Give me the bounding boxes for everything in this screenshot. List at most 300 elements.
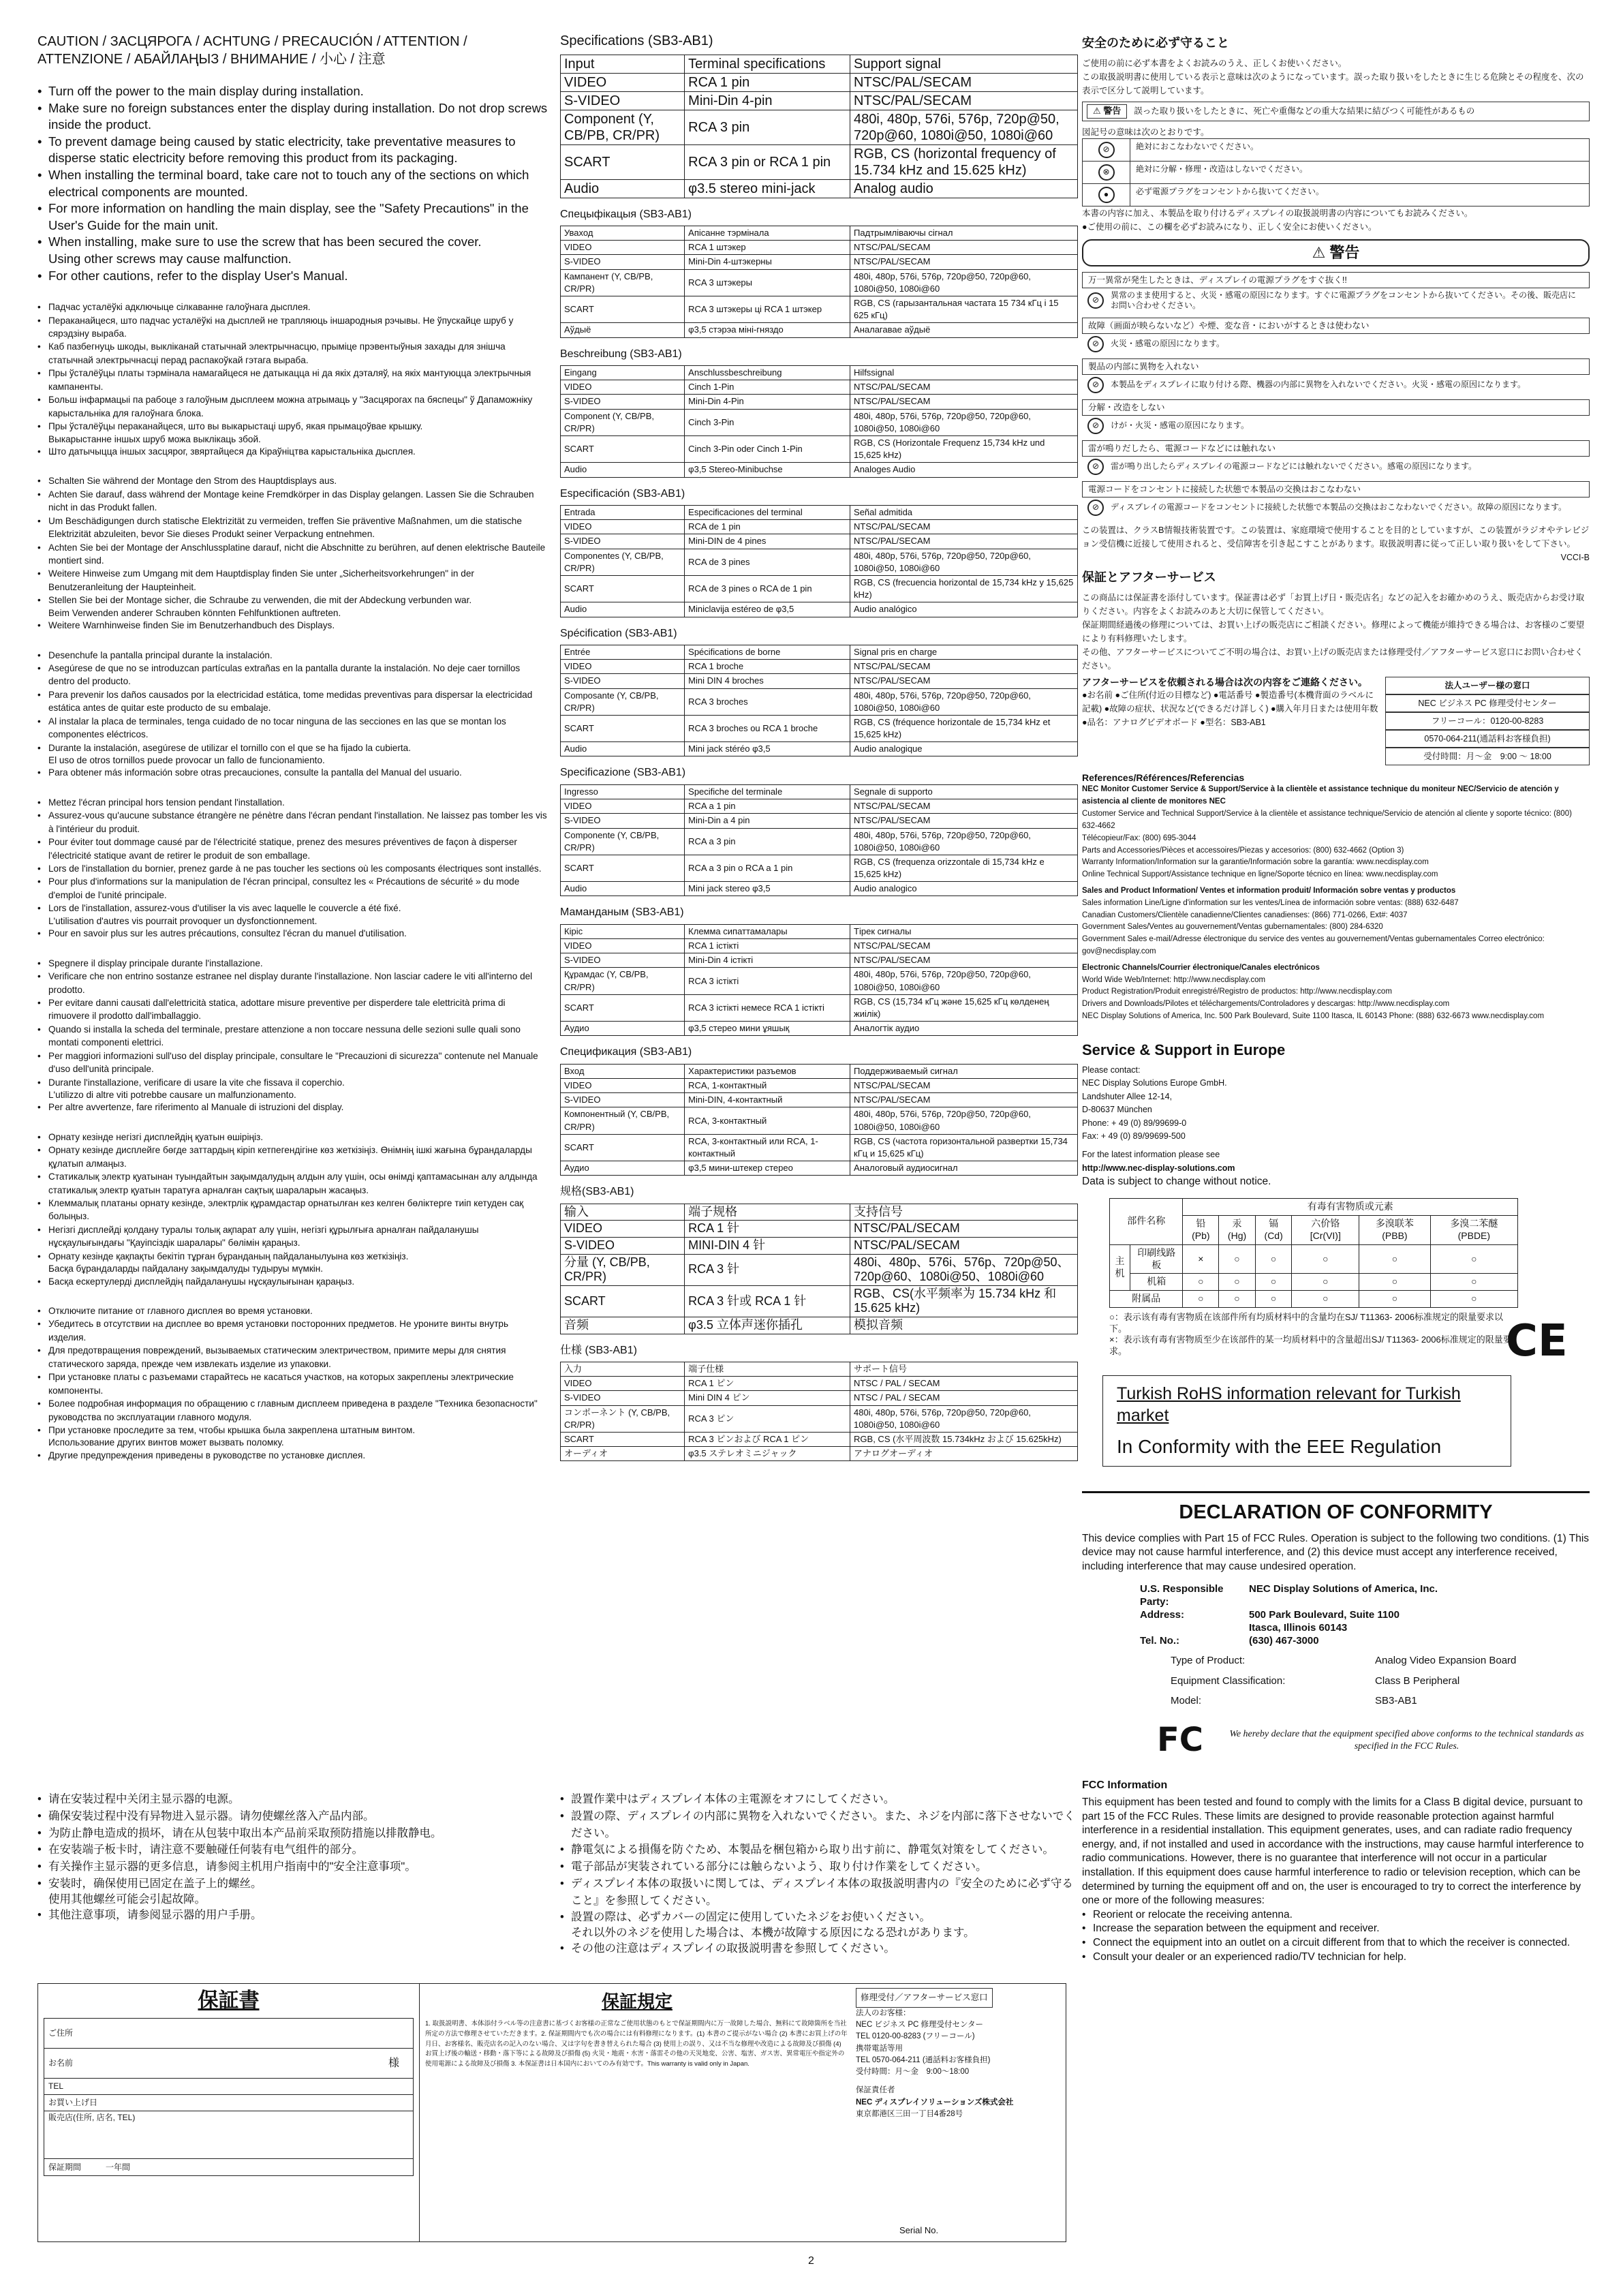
table-row (561, 73, 1078, 91)
table-row (561, 799, 1078, 814)
table-cell: Segnale di supporto (850, 784, 1078, 799)
table-row (561, 575, 1078, 602)
table-row (561, 715, 1078, 741)
table-cell: Аўдыё (561, 323, 685, 337)
list-item: • Consult your dealer or an experienced radio/TV technician for help. (1082, 1950, 1590, 1965)
ce-mark-icon: CE (1506, 1316, 1568, 1366)
table-row (561, 179, 1078, 198)
table-row (561, 1238, 1078, 1255)
prohibited-icon: ⊘ (1087, 459, 1104, 475)
list-item: • Assurez-vous qu'aucune substance étrangère ne pénètre dans l'écran pendant l'installation. Ne laissez pas tomber les vis à l'intérieur du produit. (37, 809, 548, 836)
table-row (561, 463, 1078, 477)
list-item: • Al instalar la placa de terminales, tenga cuidado de no tocar ninguna de las secciones en las que se montan los componentes eléctricos. (37, 715, 548, 741)
hazard-row-name: 附属品 (1110, 1291, 1183, 1308)
table-cell: SCART (561, 435, 685, 462)
table-cell: Hilfssignal (850, 366, 1078, 380)
warranty-rules-title: 保証規定 (601, 1991, 673, 2012)
list-item: • Para obtener más información sobre otras precauciones, consulte la pantalla del Manual del usuario. (37, 766, 548, 779)
table-cell: SCART (561, 994, 685, 1021)
warranty-line: TEL 0570-064-211 (通話料お客様負担) (856, 2055, 991, 2064)
electronic-line: Product Registration/Produit enregistré/Registro de productos: http://www.necdisplay.com (1082, 988, 1392, 996)
table-cell: Апісанне тэрмінала (685, 226, 850, 241)
fcc-information (1082, 1779, 1590, 1964)
list-item: • При установке проследите за тем, чтобы крышка была закреплена штатным винтом. (37, 1424, 548, 1437)
table-cell: RCA 3 істікті немесе RCA 1 істікті (685, 994, 850, 1021)
list-item: • Stellen Sie bei der Montage sicher, die Schraube zu verwenden, die mit der Abdeckung verbunden war. (37, 594, 548, 607)
table-cell: 480i、480p、576i、576p、720p@50、720p@60、1080i@50、1080i@60 (850, 1254, 1078, 1285)
table-cell: VIDEO (561, 1221, 685, 1238)
table-cell: RCA de 3 pines (685, 549, 850, 575)
table-cell: φ3.5 stereo mini-jack (685, 179, 850, 198)
references-subtitle: NEC Monitor Customer Service & Support/Service à la clientèle et assistance technique du moniteur NEC/Servicio de atención y asistencia al cliente de monitores NEC (1082, 785, 1559, 806)
jp-warning-text: ディスプレイの電源コードをコンセントに接続した状態で本製品の交換はおこなわないでください。故障の原因になります。 (1111, 502, 1567, 512)
prohibited-icon: ⊘ (1087, 500, 1104, 516)
spec-table-kazakh (560, 924, 1078, 1037)
table-cell: S-VIDEO (561, 1238, 685, 1255)
table-cell: Клемма сипаттамалары (685, 924, 850, 938)
hazard-cell: ○ (1255, 1274, 1292, 1291)
warranty-label: ご住所 (48, 2028, 74, 2038)
warranty-line: NEC ビジネス PC 修理受付センター (856, 2021, 984, 2029)
table-cell: S-VIDEO (561, 953, 685, 968)
warranty-line: TEL 0120-00-8283 (フリーコール) (856, 2032, 975, 2041)
table-row (561, 1391, 1078, 1405)
hazard-note: ○：表示该有毒有害物质在该部件所有均质材料中的含量均在SJ/ T11363- 2006标准规定的限量要求以下。 (1109, 1312, 1503, 1334)
table-row (561, 395, 1078, 409)
caution-spanish (37, 649, 548, 780)
table-cell: RCA a 1 pin (685, 799, 850, 814)
spec-title-belarusian: Спецыфікацыя (SB3-AB1) (560, 208, 692, 220)
list-item: • При установке платы с разъемами старайтесь не касаться участков, на которых закреплены электрические компоненты. (37, 1371, 548, 1397)
hazard-cell: ○ (1430, 1274, 1517, 1291)
warning-banner: ⚠ 警告 (1082, 239, 1590, 266)
specifications-column (560, 33, 1078, 1461)
reference-line: Parts and Accessories/Pièces et accessoires/Piezas y accesorios: (800) 632-4662 (Option 3) (1082, 846, 1404, 855)
list-item: • Негізгі дисплейді қолдану туралы толық ақпарат алу үшін, негізгі құрылғыға арналған пайдаланушы нұсқаулығындағы "Қауіпсіздік шаралары" бөлімін қараңыз. (37, 1223, 548, 1250)
table-cell: Componentes (Y, CB/PB, CR/PR) (561, 549, 685, 575)
table-cell: オーディオ (561, 1447, 685, 1461)
sales-title: Sales and Product Information/ Ventes et information produit/ Información sobre ventas y productos (1082, 886, 1456, 895)
warranty-line: 保証責任者 (856, 2086, 895, 2095)
table-cell: Характеристики разъемов (685, 1064, 850, 1078)
list-item: • 設置の際、ディスプレイの内部に異物を入れないでください。また、ネジを内部に落下させないでください。 (560, 1808, 1078, 1842)
hazard-col: 镉 (Cd) (1255, 1215, 1292, 1244)
list-item: • Schalten Sie während der Montage den Strom des Hauptdisplays aus. (37, 474, 548, 487)
table-cell: VIDEO (561, 1079, 685, 1093)
list-item: • When installing the terminal board, take care not to touch any of the sections on which electrical components are mounted. (37, 167, 548, 200)
vcci-code: VCCI-B (1560, 552, 1590, 562)
table-cell: S-VIDEO (561, 1391, 685, 1405)
jp-service-title: 保証とアフターサービス (1082, 570, 1216, 584)
list-item: • Spegnere il display principale durante l'installazione. (37, 957, 548, 970)
warranty-line: 受付時間：月〜金 9:00〜18:00 (856, 2068, 970, 2076)
table-cell: φ3.5 ステレオミニジャック (685, 1447, 850, 1461)
table-header-row (561, 645, 1078, 659)
table-cell: Аналогтік аудио (850, 1022, 1078, 1036)
symbol-text: 絶対におこなわないでください。 (1136, 141, 1259, 151)
spec-table-french (560, 645, 1078, 757)
table-row (561, 688, 1078, 715)
tel-value: (630) 467-3000 (1249, 1635, 1319, 1647)
spec-title-chinese: 规格(SB3-AB1) (560, 1186, 634, 1198)
jp-safety-intro: ご使用の前に必ず本書をよくお読みのうえ、正しくお使いください。 (1082, 59, 1347, 69)
symbol-row (1082, 183, 1590, 206)
spec-title-german: Beschreibung (SB3-AB1) (560, 348, 682, 360)
table-row (561, 1134, 1078, 1161)
spec-title-spanish: Especificación (SB3-AB1) (560, 487, 685, 500)
europe-latest: For the latest information please see (1082, 1150, 1220, 1160)
table-cell: コンポーネント (Y, CB/PB, CR/PR) (561, 1405, 685, 1432)
list-item: • Durante l'installazione, verificare di usare la vite che fissava il coperchio. (37, 1076, 548, 1089)
service-center-box (1385, 677, 1590, 765)
table-cell: RCA 3 ピンおよび RCA 1 ピン (685, 1433, 850, 1447)
table-cell: 480i, 480p, 576i, 576p, 720p@50, 720p@60, 1080i@50, 1080i@60 (850, 688, 1078, 715)
jp-service-item: この商品には保証書を添付しています。保証書は必ず「お買上げ日・販売店名」などの記入をお確かめのうえ、販売店からお受け取りください。内容をよくお読みのあと大切に保管してください。 (1082, 592, 1585, 616)
reference-line: Warranty Information/Information sur la garantie/Información sobre la garantía: www.necdisplay.com (1082, 858, 1429, 867)
nec-address: NEC Display Solutions of America, Inc. 500 Park Boulevard, Suite 1100 Itasca, IL 60143 Phone: (888) 632-6673 www.necdisplay.com (1082, 1012, 1545, 1021)
table-cell: 端子规格 (685, 1204, 850, 1221)
table-cell: Уваход (561, 226, 685, 241)
table-row (561, 882, 1078, 896)
table-cell: Audio (561, 602, 685, 617)
list-item: • 为防止静电造成的损坏，请在从包装中取出本产品前采取预防措施以排散静电。 (37, 1825, 548, 1842)
warranty-label: 販売店(住所, 店名, TEL) (48, 2113, 136, 2123)
list-item: • Отключите питание от главного дисплея во время установки. (37, 1304, 548, 1317)
list-item: • 電子部品が実装されている部分には触らないよう、取り付け作業をしてください。 (560, 1858, 1078, 1876)
table-cell: 480i, 480p, 576i, 576p, 720p@50, 720p@60, 1080i@50, 1080i@60 (850, 1107, 1078, 1134)
list-item: • 确保安装过程中没有异物进入显示器。请勿使螺丝落入产品内部。 (37, 1808, 548, 1825)
table-cell: Especificaciones del terminal (685, 506, 850, 520)
spec-table-chinese (560, 1204, 1078, 1334)
table-cell: Mini-DIN, 4-контактный (685, 1093, 850, 1107)
table-cell: Audio analógico (850, 602, 1078, 617)
table-cell: NTSC/PAL/SECAM (850, 799, 1078, 814)
table-row (561, 814, 1078, 828)
table-cell: RCA 3 істікті (685, 968, 850, 994)
list-item: • Пры ўсталёўцы платы тэрмінала намагайцеся не датыкацца ні да якіх дэталяў, на якіх мантуюцца электрычныя кампаненты. (37, 367, 548, 393)
jp-warning-item (1082, 288, 1590, 313)
table-row (561, 1254, 1078, 1285)
table-cell: Mini-DIN de 4 pines (685, 534, 850, 549)
table-row (561, 1161, 1078, 1176)
jp-service-item: その他、アフターサービスについてご不明の場合は、お買い上げの販売店または修理受付／アフターサービス窓口にお問い合わせください。 (1082, 647, 1583, 671)
hazard-side: 主机 (1110, 1244, 1130, 1291)
rohs-line: In Conformity with the EEE Regulation (1117, 1435, 1442, 1457)
table-header-row (561, 226, 1078, 241)
spec-table-english (560, 55, 1078, 198)
table-cell: 分量 (Y, CB/PB, CR/PR) (561, 1254, 685, 1285)
table-cell: Вход (561, 1064, 685, 1078)
table-cell: Cinch 3-Pin (685, 409, 850, 435)
tel-label: Tel. No.: (1140, 1635, 1180, 1647)
list-item: • Para prevenir los daños causados por la electricidad estática, tome medidas preventivas para dispersar la electricidad estática antes de quitar este producto de su embalaje. (37, 688, 548, 715)
europe-line: NEC Display Solutions Europe GmbH. (1082, 1078, 1227, 1088)
list-item: • 在安装端子板卡时，请注意不要触碰任何装有电气组件的部分。 (37, 1841, 548, 1858)
list-item: • Клеммалық платаны орнату кезінде, электрлік құрамдастар орнатылған кез келген бөліктерге тиіп кетуден сақ болыңыз. (37, 1197, 548, 1223)
list-item: • Pour en savoir plus sur les autres précautions, consultez l'écran du manuel d'utilisation. (37, 927, 548, 940)
table-cell: NTSC / PAL / SECAM (850, 1377, 1078, 1391)
warranty-label: お買い上げ日 (48, 2098, 98, 2108)
list-item: • Mettez l'écran principal hors tension pendant l'installation. (37, 796, 548, 809)
table-cell: Поддерживаемый сигнал (850, 1064, 1078, 1078)
symbol-text: 絶対に分解・修理・改造はしないでください。 (1136, 164, 1308, 174)
europe-url[interactable]: http://www.nec-display-solutions.com (1082, 1163, 1235, 1173)
table-cell: NTSC/PAL/SECAM (850, 255, 1078, 269)
table-header-row (561, 924, 1078, 938)
table-cell: Señal admitida (850, 506, 1078, 520)
table-row (561, 1433, 1078, 1447)
table-cell: Spécifications de borne (685, 645, 850, 659)
table-cell: 音频 (561, 1317, 685, 1334)
product-row: Equipment Classification: Class B Peripheral (1171, 1674, 1460, 1687)
table-header-row (561, 1064, 1078, 1078)
hazard-cell: ○ (1430, 1244, 1517, 1274)
caution-german (37, 474, 548, 632)
table-row (561, 1377, 1078, 1391)
table-cell: S-VIDEO (561, 91, 685, 110)
warranty-line: 法人のお客様： (856, 2008, 911, 2017)
jp-safety-intro: この取扱説明書に使用している表示と意味は次のようになっています。誤った取り扱いをしたときに生じる危険とその程度を、次の表示で区分して説明しています。 (1082, 72, 1584, 96)
table-cell: 支持信号 (850, 1204, 1078, 1221)
hazard-col: 多溴联苯 (PBB) (1359, 1215, 1431, 1244)
hazard-col: 汞 (Hg) (1219, 1215, 1256, 1244)
table-cell: 输入 (561, 1204, 685, 1221)
table-row (561, 144, 1078, 179)
table-cell: VIDEO (561, 799, 685, 814)
europe-title: Service & Support in Europe (1082, 1041, 1286, 1058)
list-item: • Um Beschädigungen durch statische Elektrizität zu vermeiden, treffen Sie präventive Maßnahmen, um die statische Elektrizität abzuleiten, bevor Sie dieses Produkt seiner Verpackung entnehmen. (37, 515, 548, 541)
caution-note: 使用其他螺丝可能会引起故障。 (48, 1893, 206, 1905)
table-cell: Audio analogique (850, 742, 1078, 756)
table-cell: 480i, 480p, 576i, 576p, 720p@50, 720p@60, 1080i@50, 1080i@60 (850, 1405, 1078, 1432)
symbol-row (1082, 138, 1590, 162)
warning-legend (1082, 102, 1590, 121)
jp-service-item: 保証期間経過後の修理については、お買い上げの販売店にご相談ください。修理によって機能が維持できる場合は、お客様のご要望により有料修理いたします。 (1082, 619, 1585, 643)
table-cell: Mini-Din 4 істікті (685, 953, 850, 968)
table-cell: RCA 1 pin (685, 73, 850, 91)
fcc-info-title: FCC Information (1082, 1779, 1168, 1792)
table-cell: 480i, 480p, 576i, 576p, 720p@50, 720p@60, 1080i@50, 1080i@60 (850, 828, 1078, 855)
europe-line: Fax: + 49 (0) 89/99699-500 (1082, 1131, 1186, 1141)
center-hours: 受付時間：月〜金 9:00 〜 18:00 (1385, 748, 1590, 765)
table-cell: Компонентный (Y, CB/PB, CR/PR) (561, 1107, 685, 1134)
caution-russian (37, 1304, 548, 1462)
table-cell: S-VIDEO (561, 1093, 685, 1107)
hazard-cell: ○ (1183, 1291, 1219, 1308)
hazard-cell: ○ (1292, 1274, 1359, 1291)
jp-service-request (1082, 677, 1590, 765)
table-cell: φ3,5 стерео мини ұяшық (685, 1022, 850, 1036)
table-cell: NTSC/PAL/SECAM (850, 953, 1078, 968)
table-cell: 480i, 480p, 576i, 576p, 720p@50, 720p@60, 1080i@50, 1080i@60 (850, 968, 1078, 994)
list-item: • ディスプレイ本体の取扱いに関しては、ディスプレイ本体の取扱説明書内の『安全のために必ず守ること』を参照してください。 (560, 1876, 1078, 1910)
caution-note: Выкарыстанне іншых шруб можа выклікаць збой. (48, 433, 261, 444)
list-item: • Desenchufe la pantalla principal durante la instalación. (37, 649, 548, 662)
europe-line: Please contact: (1082, 1065, 1141, 1075)
table-cell: RCA a 3 pin (685, 828, 850, 855)
prohibited-icon: ⊘ (1087, 292, 1104, 309)
jp-warning-item (1082, 416, 1590, 436)
list-item: • 有关操作主显示器的更多信息，请参阅主机用户指南中的"安全注意事项"。 (37, 1858, 548, 1876)
reference-line: Customer Service and Technical Support/Service à la clientèle et assistance technique/Servicio de atención al cliente y soporte técnico: (800) 632-4662 (1082, 810, 1572, 830)
table-cell: RGB, CS (frecuencia horizontal de 15,734 kHz y 15,625 kHz) (850, 575, 1078, 602)
table-cell: SCART (561, 296, 685, 323)
table-cell: NTSC/PAL/SECAM (850, 73, 1078, 91)
hazard-cell: ○ (1183, 1274, 1219, 1291)
table-cell: Signal pris en charge (850, 645, 1078, 659)
table-cell: φ3,5 стэрэа міні-гняздо (685, 323, 850, 337)
hazard-cell: ○ (1430, 1291, 1517, 1308)
list-item: • Weitere Warnhinweise finden Sie im Benutzerhandbuch des Displays. (37, 619, 548, 632)
jp-warning-sections (1082, 272, 1590, 518)
warranty-form (38, 1984, 420, 2241)
serial-number-label: Serial No. (899, 2225, 939, 2235)
table-cell: RGB, CS (fréquence horizontale de 15,734 kHz et 15,625 kHz) (850, 715, 1078, 741)
table-cell: NTSC/PAL/SECAM (850, 241, 1078, 255)
table-cell: RCA de 1 pin (685, 520, 850, 534)
spec-title-french: Spécification (SB3-AB1) (560, 627, 677, 639)
table-cell: VIDEO (561, 73, 685, 91)
table-cell: RCA 3 штэкеры ці RCA 1 штэкер (685, 296, 850, 323)
list-item: • 設置作業中はディスプレイ本体の主電源をオフにしてください。 (560, 1791, 1078, 1808)
list-item: • 其他注意事项，请参阅显示器的用户手册。 (37, 1907, 548, 1924)
spec-table-russian (560, 1064, 1078, 1176)
hazard-col: 多溴二苯醚 (PBDE) (1430, 1215, 1517, 1244)
hazard-cell: ○ (1359, 1274, 1431, 1291)
caution-japanese (560, 1791, 1078, 1957)
warranty-service (856, 1988, 1060, 2237)
table-cell: アナログオーディオ (850, 1447, 1078, 1461)
jp-warning-heading: 製品の内部に異物を入れない (1082, 358, 1590, 375)
table-cell: NTSC/PAL/SECAM (850, 1221, 1078, 1238)
symbols-note: 本書の内容に加え、本製品を取り付けるディスプレイの取扱説明書の内容についてもお読みください。 (1082, 208, 1473, 218)
table-header-row (561, 1362, 1078, 1377)
fcc-declaration-text: We hereby declare that the equipment specified above conforms to the technical standards as specified in the FCC Rules. (1229, 1728, 1584, 1751)
address-line: Itasca, Illinois 60143 (1249, 1622, 1348, 1634)
hazard-cell: ○ (1359, 1291, 1431, 1308)
table-row (561, 1447, 1078, 1461)
table-row (561, 660, 1078, 674)
table-cell: φ3.5 立体声迷你插孔 (685, 1317, 850, 1334)
table-cell: S-VIDEO (561, 255, 685, 269)
turkish-rohs-box (1102, 1375, 1511, 1467)
table-header-row (561, 506, 1078, 520)
table-row (561, 435, 1078, 462)
europe-line: Phone: + 49 (0) 89/99699-0 (1082, 1118, 1187, 1128)
table-cell: SCART (561, 1285, 685, 1317)
list-item: • Статикалық электр қуатынан туындайтын зақымдалудың алдын алу үшін, осы өнімді қаптамасынан алу алдында статикалық электр қуатын таратуға арналған сақтық шараларын жасаңыз. (37, 1170, 548, 1197)
table-cell: RCA 1 істікті (685, 939, 850, 953)
list-item: • Што датычыцца іншых засцярог, звяртайцеся да Кіраўніцтва карыстальніка дысплея. (37, 445, 548, 458)
honorific: 様 (388, 2057, 399, 2069)
sales-line: Canadian Customers/Clientèle canadienne/Clientes canadienses: (866) 771-0266, Ext#: 4037 (1082, 910, 1408, 919)
list-item: • Per evitare danni causati dall'elettricità statica, adottare misure preventive per disperdere tale elettricità prima di rimuovere il prodotto dall'imballaggio. (37, 996, 548, 1023)
jp-warning-text: 本製品をディスプレイに取り付ける際、機器の内部に異物を入れないでください。火災・感電の原因になります。 (1111, 379, 1526, 389)
table-cell: RCA 3 broches (685, 688, 850, 715)
list-item: • 静電気による損傷を防ぐため、本製品を梱包箱から取り出す前に、静電気対策をしてください。 (560, 1841, 1078, 1858)
hazard-cell: ○ (1359, 1244, 1431, 1274)
list-item: • Орнату кезінде қақпақты бекітіп тұрған бұранданың пайдаланылуына көз жеткізіңіз. (37, 1250, 548, 1263)
table-row (561, 1221, 1078, 1238)
center-title: 法人ユーザー様の窓口 (1385, 677, 1590, 694)
fcc-logo-icon: FC (1157, 1721, 1204, 1759)
table-cell: Audio (561, 742, 685, 756)
table-cell: Entrada (561, 506, 685, 520)
table-cell: SCART (561, 144, 685, 179)
list-item: • Achten Sie darauf, dass während der Montage keine Fremdkörper in das Display gelangen. Lassen Sie die Schrauben nicht in das Produkt fallen. (37, 488, 548, 515)
table-cell: VIDEO (561, 939, 685, 953)
hazard-table (1109, 1198, 1518, 1308)
hazard-note: ×：表示该有毒有害物质至少在该部件的某一均质材料中的含量超出SJ/ T11363- 2006标准规定的限量要求。 (1109, 1334, 1512, 1357)
hazard-cell: ○ (1255, 1244, 1292, 1274)
table-cell: NTSC/PAL/SECAM (850, 1093, 1078, 1107)
table-row (561, 1093, 1078, 1107)
table-cell: Mini-Din a 4 pin (685, 814, 850, 828)
table-cell: Cinch 1-Pin (685, 380, 850, 395)
table-cell: RGB、CS(水平频率为 15.734 kHz 和 15.625 kHz) (850, 1285, 1078, 1317)
table-row (561, 1405, 1078, 1432)
table-cell: NTSC/PAL/SECAM (850, 520, 1078, 534)
table-header-row (561, 55, 1078, 73)
list-item: • 安装时，确保使用已固定在盖子上的螺丝。 (37, 1876, 548, 1893)
caution-note: Using other screws may cause malfunction. (48, 251, 292, 266)
table-cell: VIDEO (561, 241, 685, 255)
center-name: NEC ビジネス PC 修理受付センター (1385, 694, 1590, 712)
table-cell: S-VIDEO (561, 395, 685, 409)
list-item: • Reorient or relocate the receiving antenna. (1082, 1908, 1590, 1923)
table-cell: NTSC/PAL/SECAM (850, 660, 1078, 674)
table-cell: Terminal specifications (685, 55, 850, 73)
list-item: • To prevent damage being caused by static electricity, take preventative measures to disperse static electricity before removing this product from its packaging. (37, 134, 548, 167)
data-subject-notice: Data is subject to change without notice. (1082, 1176, 1271, 1188)
caution-note: それ以外のネジを使用した場合は、本機が故障する原因になる恐れがあります。 (571, 1927, 975, 1939)
table-cell: Mini-Din 4-Pin (685, 395, 850, 409)
table-cell: RGB, CS (15,734 кГц және 15,625 кГц көлденең жиілік) (850, 994, 1078, 1021)
table-row (561, 91, 1078, 110)
europe-line: Landshuter Allee 12-14, (1082, 1091, 1173, 1101)
table-cell: SCART (561, 1433, 685, 1447)
table-cell: 480i, 480p, 576i, 576p, 720p@50, 720p@60, 1080i@50, 1080i@60 (850, 549, 1078, 575)
warranty-label: 保証期間 (48, 2162, 82, 2172)
list-item: • Pour éviter tout dommage causé par de l'électricité statique, prenez des mesures préventives de façon à disperser l'électricité statique avant de retirer le produit de son emballage. (37, 836, 548, 862)
table-cell: SCART (561, 1134, 685, 1161)
symbols-intro: 図記号の意味は次のとおりです。 (1082, 127, 1209, 137)
warranty-grid (44, 2018, 414, 2176)
fcc-info-text: This equipment has been tested and found to comply with the limits for a Class B digital device, pursuant to part 15 of the FCC Rules. These limits are designed to provide reasonable protection against harmful interference in a residential installation. This equipment generates, uses, and can radiate radio frequency energy, and, if not installed and used in accordance with the instructions, may cause harmful interference to radio communications. However, there is no guarantee that interference will not occur in a particular installation. If this equipment does cause harmful interference to radio or television reception, which can be determined by turning the equipment off and on, the user is encouraged to try to correct the interference by one or more of the following measures: (1082, 1796, 1584, 1907)
page-number: 2 (808, 2255, 814, 2267)
hazard-cell: ○ (1292, 1244, 1359, 1274)
table-cell: Құрамдас (Y, CB/PB, CR/PR) (561, 968, 685, 994)
list-item: • Pour plus d'informations sur la manipulation de l'écran principal, consultez les « Précautions de sécurité » du mode d'emploi de l'unité principale. (37, 875, 548, 902)
jp-warning-text: 雷が鳴り出したらディスプレイの電源コードなどには触れないでください。感電の原因になります。 (1111, 461, 1477, 471)
table-header-row (561, 784, 1078, 799)
jp-warning-heading: 万一異常が発生したときは、ディスプレイの電源プラグをすぐ抜く!! (1082, 272, 1590, 288)
list-item: • Падчас усталёўкі адключыце сілкаванне галоўнага дысплея. (37, 301, 548, 313)
warranty-rules (425, 1988, 849, 2237)
spec-title-kazakh: Маманданым (SB3-AB1) (560, 906, 684, 919)
vcci-statement: この装置は、クラスB情報技術装置です。この装置は、家庭環境で使用することを目的としていますが、この装置がラジオやテレビジョン受信機に近接して使用されると、受信障害を引き起こすことがあります。取扱説明書に従って正しい取り扱いをして下さい。 (1082, 525, 1590, 549)
hazard-cell: ○ (1255, 1291, 1292, 1308)
table-cell: Cinch 3-Pin oder Cinch 1-Pin (685, 435, 850, 462)
list-item: • For more information on handling the main display, see the "Safety Precautions" in the User's Guide for the main unit. (37, 200, 548, 234)
table-cell: サポート信号 (850, 1362, 1078, 1377)
list-item: • Quando si installa la scheda del terminale, prestare attenzione a non toccare nessuna delle sezioni sulle quali sono montati componenti elettrici. (37, 1023, 548, 1050)
jp-warning-text: 火災・感電の原因になります。 (1111, 338, 1225, 348)
list-item: • Durante la instalación, asegúrese de utilizar el tornillo con el que se ha fijado la cubierta. (37, 741, 548, 754)
table-cell: NTSC/PAL/SECAM (850, 814, 1078, 828)
warning-triangle-icon: ⚠ 警告 (1087, 104, 1127, 119)
list-item: • Пры ўсталёўцы пераканайцеся, што вы выкарыстаці шруб, якая прымацоўвае крышку. (37, 420, 548, 433)
